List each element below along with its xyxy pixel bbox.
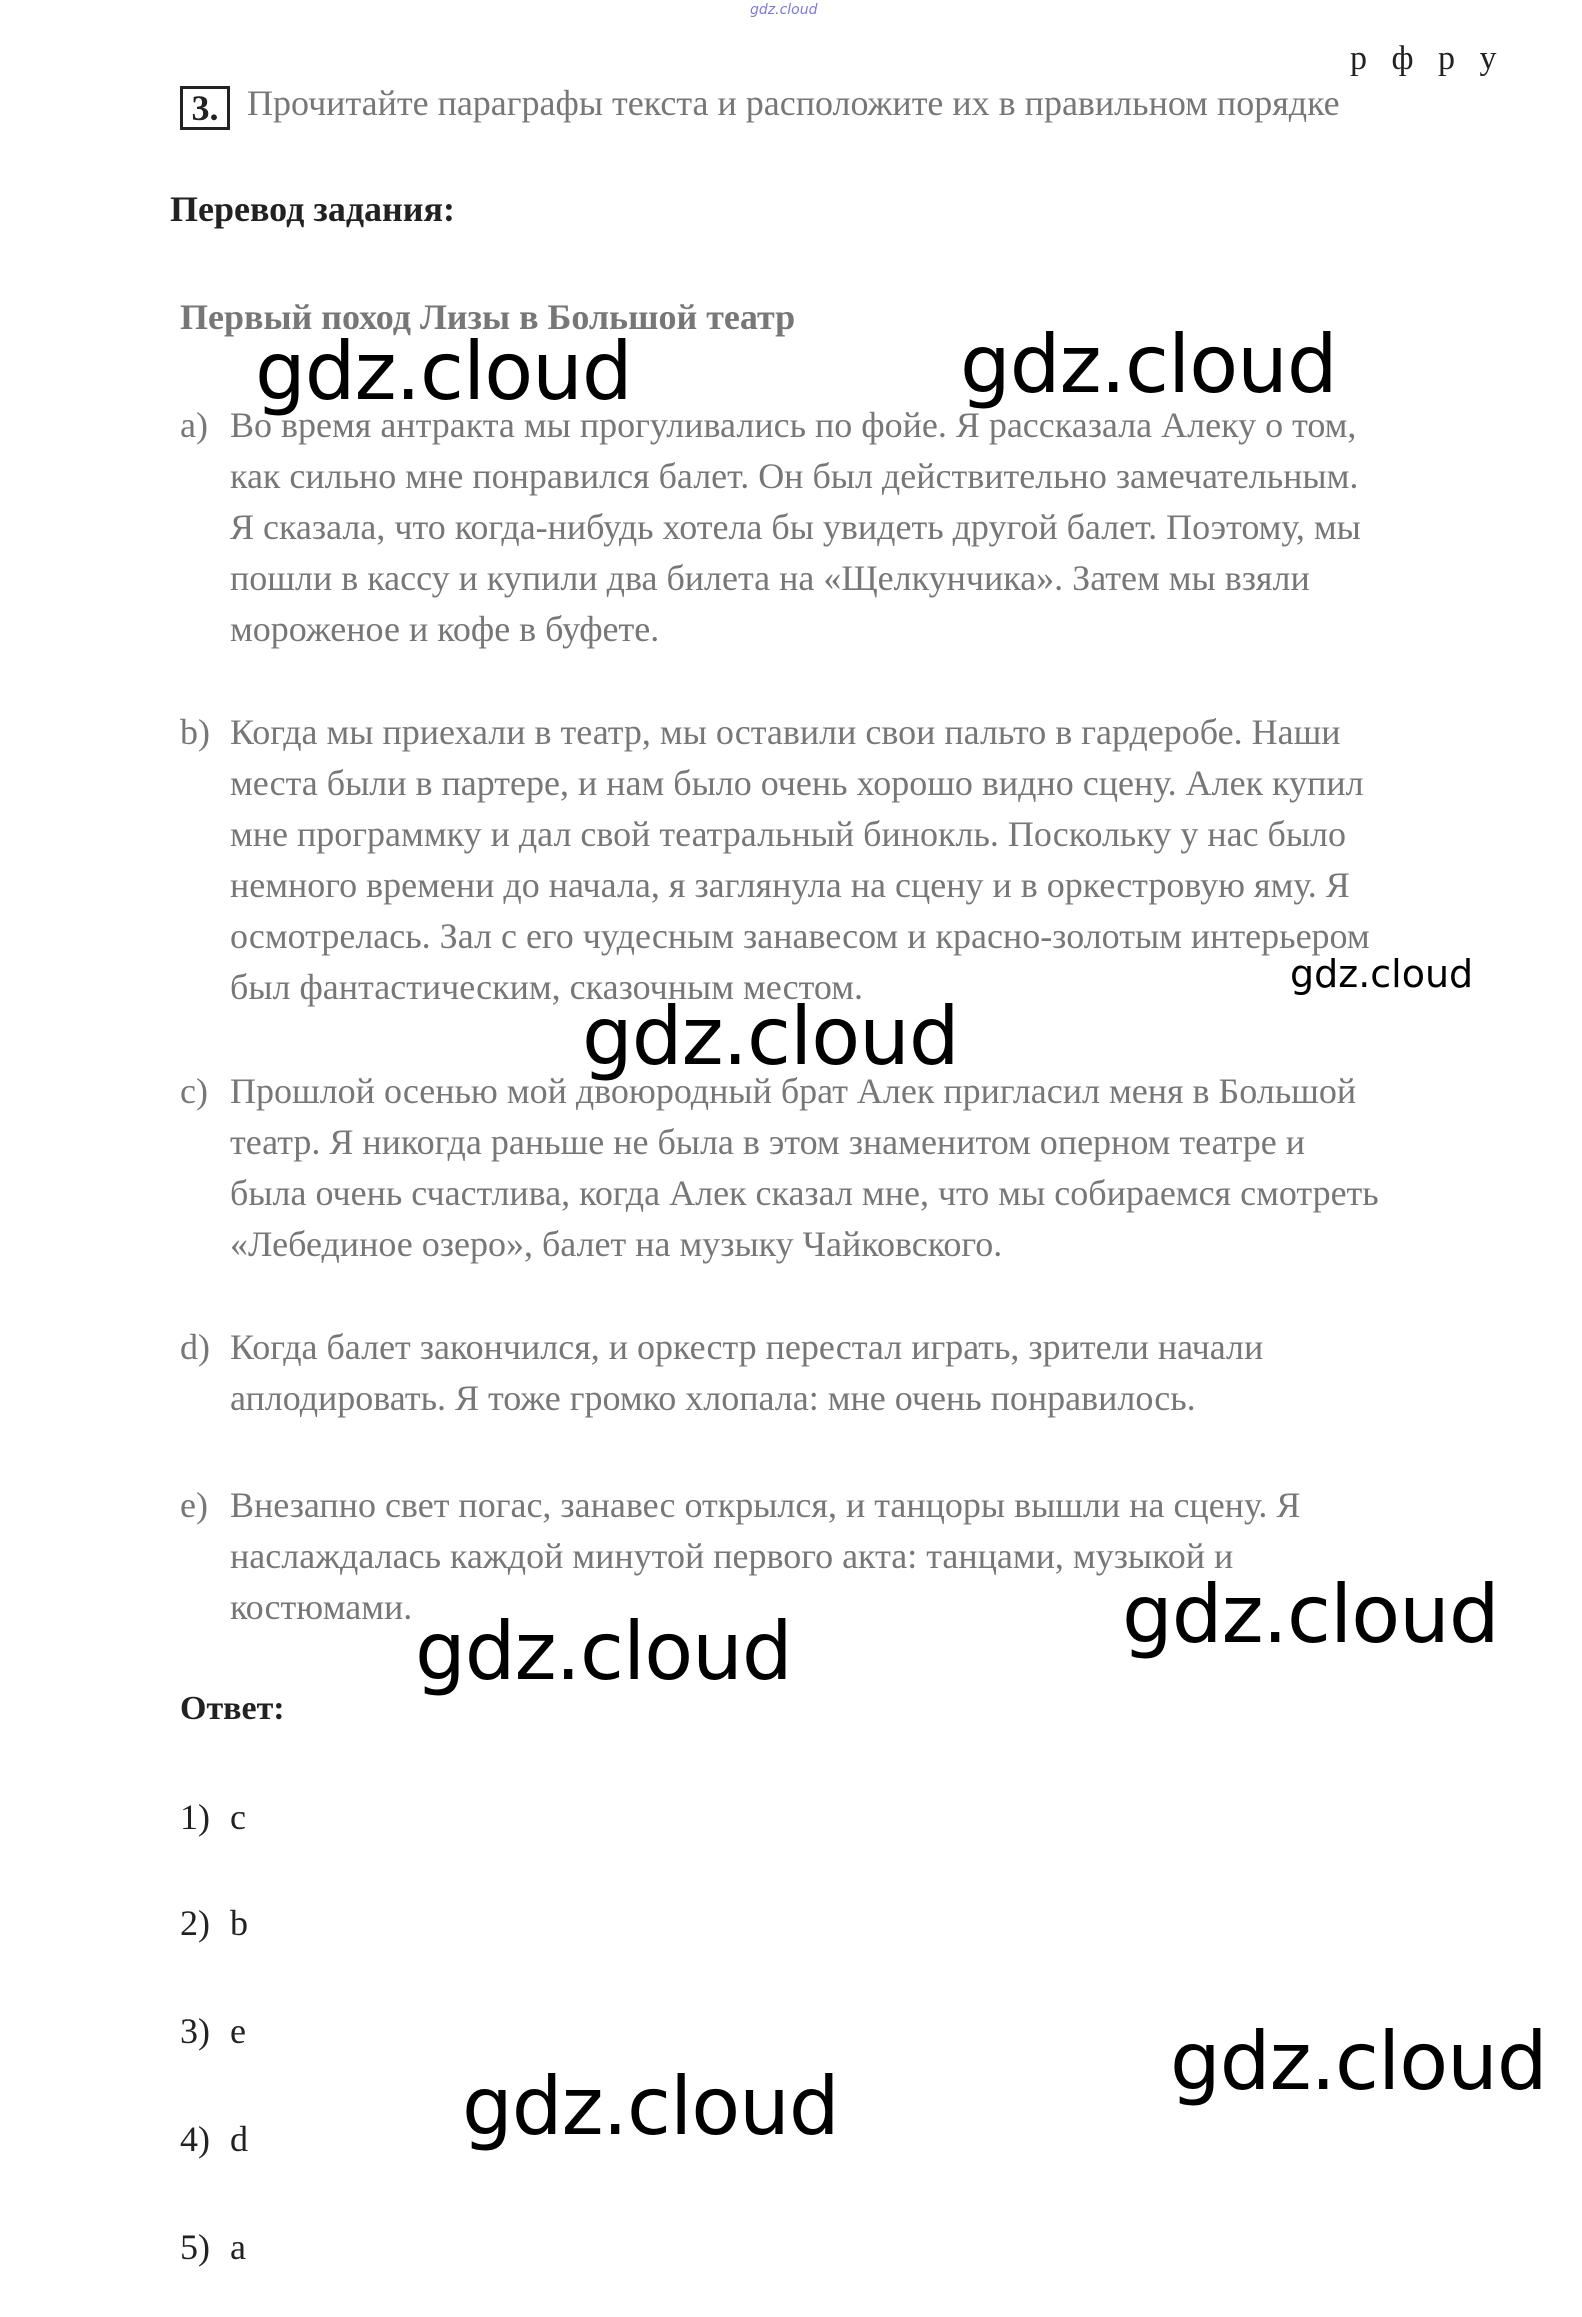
- task-instruction: Прочитайте параграфы текста и расположите их в правильном порядке: [247, 83, 1340, 123]
- answer-number: 2): [180, 1903, 210, 1943]
- paragraph-text: [230, 1066, 1490, 1270]
- answer-value: b: [230, 1903, 248, 1943]
- answer-value: c: [230, 1797, 246, 1837]
- paragraph-label: d): [180, 1327, 210, 1367]
- text-line: Когда балет закончился, и оркестр перестал играть, зрители начали: [230, 1327, 1264, 1367]
- text-line: мне программку и дал свой театральный бинокль. Поскольку у нас было: [230, 814, 1347, 854]
- paragraph-label: b): [180, 712, 210, 752]
- text-line: наслаждалась каждой минутой первого акта: танцами, музыкой и: [230, 1536, 1234, 1576]
- answer-value: a: [230, 2227, 246, 2267]
- text-line: костюмами.: [230, 1587, 413, 1627]
- paragraph-label: c): [180, 1071, 208, 1111]
- answer-number: 5): [180, 2227, 210, 2267]
- watermark: gdz.cloud: [582, 990, 959, 1083]
- corner-text-fragment: р ф р у: [1350, 40, 1505, 77]
- text-line: осмотрелась. Зал с его чудесным занавесом и красно-золотым интерьером: [230, 916, 1370, 956]
- text-line: «Лебединое озеро», балет на музыку Чайковского.: [230, 1224, 1003, 1264]
- task-number-box: 3.: [180, 86, 230, 130]
- answer-item: [180, 2118, 248, 2160]
- paragraph-label: e): [180, 1485, 208, 1525]
- answer-value: d: [230, 2119, 248, 2159]
- paragraph-text: [230, 400, 1490, 655]
- text-line: Когда мы приехали в театр, мы оставили свои пальто в гардеробе. Наши: [230, 712, 1341, 752]
- text-line: была очень счастлива, когда Алек сказал мне, что мы собираемся смотреть: [230, 1173, 1379, 1213]
- answer-heading: Ответ:: [180, 1690, 285, 1727]
- answer-value: e: [230, 2011, 246, 2051]
- text-line: Я сказала, что когда-нибудь хотела бы увидеть другой балет. Поэтому, мы: [230, 507, 1361, 547]
- watermark: gdz.cloud: [462, 2060, 839, 2153]
- text-line: Внезапно свет погас, занавес открылся, и танцоры вышли на сцену. Я: [230, 1485, 1301, 1525]
- answer-item: [180, 2010, 246, 2052]
- text-line: Прошлой осенью мой двоюродный брат Алек пригласил меня в Большой: [230, 1071, 1357, 1111]
- answer-item: [180, 1902, 248, 1944]
- text-line: как сильно мне понравился балет. Он был действительно замечательным.: [230, 456, 1359, 496]
- paragraph-label: a): [180, 405, 208, 445]
- answer-item: [180, 1796, 246, 1838]
- text-line: мороженое и кофе в буфете.: [230, 609, 660, 649]
- watermark: gdz.cloud: [415, 1605, 792, 1698]
- top-watermark: gdz.cloud: [750, 2, 818, 18]
- answer-number: 1): [180, 1797, 210, 1837]
- answer-number: 3): [180, 2011, 210, 2051]
- text-line: Во время антракта мы прогуливались по фойе. Я рассказала Алеку о том,: [230, 405, 1357, 445]
- story-title: Первый поход Лизы в Большой театр: [180, 297, 796, 337]
- watermark: gdz.cloud: [1170, 2015, 1547, 2108]
- text-line: был фантастическим, сказочным местом.: [230, 967, 863, 1007]
- watermark: gdz.cloud: [255, 325, 632, 418]
- text-line: места были в партере, и нам было очень хорошо видно сцену. Алек купил: [230, 763, 1364, 803]
- watermark-small: gdz.cloud: [1290, 952, 1474, 996]
- paragraph-d: [180, 1322, 1490, 1418]
- text-line: аплодировать. Я тоже громко хлопала: мне очень понравилось.: [230, 1378, 1196, 1418]
- paragraph-text: [230, 1322, 1490, 1424]
- watermark: gdz.cloud: [1122, 1568, 1499, 1661]
- translation-heading: Перевод задания:: [170, 189, 455, 229]
- answer-item: [180, 2226, 246, 2268]
- text-line: пошли в кассу и купили два билета на «Щелкунчика». Затем мы взяли: [230, 558, 1310, 598]
- text-line: немного времени до начала, я заглянула на сцену и в оркестровую яму. Я: [230, 865, 1350, 905]
- answer-number: 4): [180, 2119, 210, 2159]
- text-line: театр. Я никогда раньше не была в этом знаменитом оперном театре и: [230, 1122, 1306, 1162]
- watermark: gdz.cloud: [960, 318, 1337, 411]
